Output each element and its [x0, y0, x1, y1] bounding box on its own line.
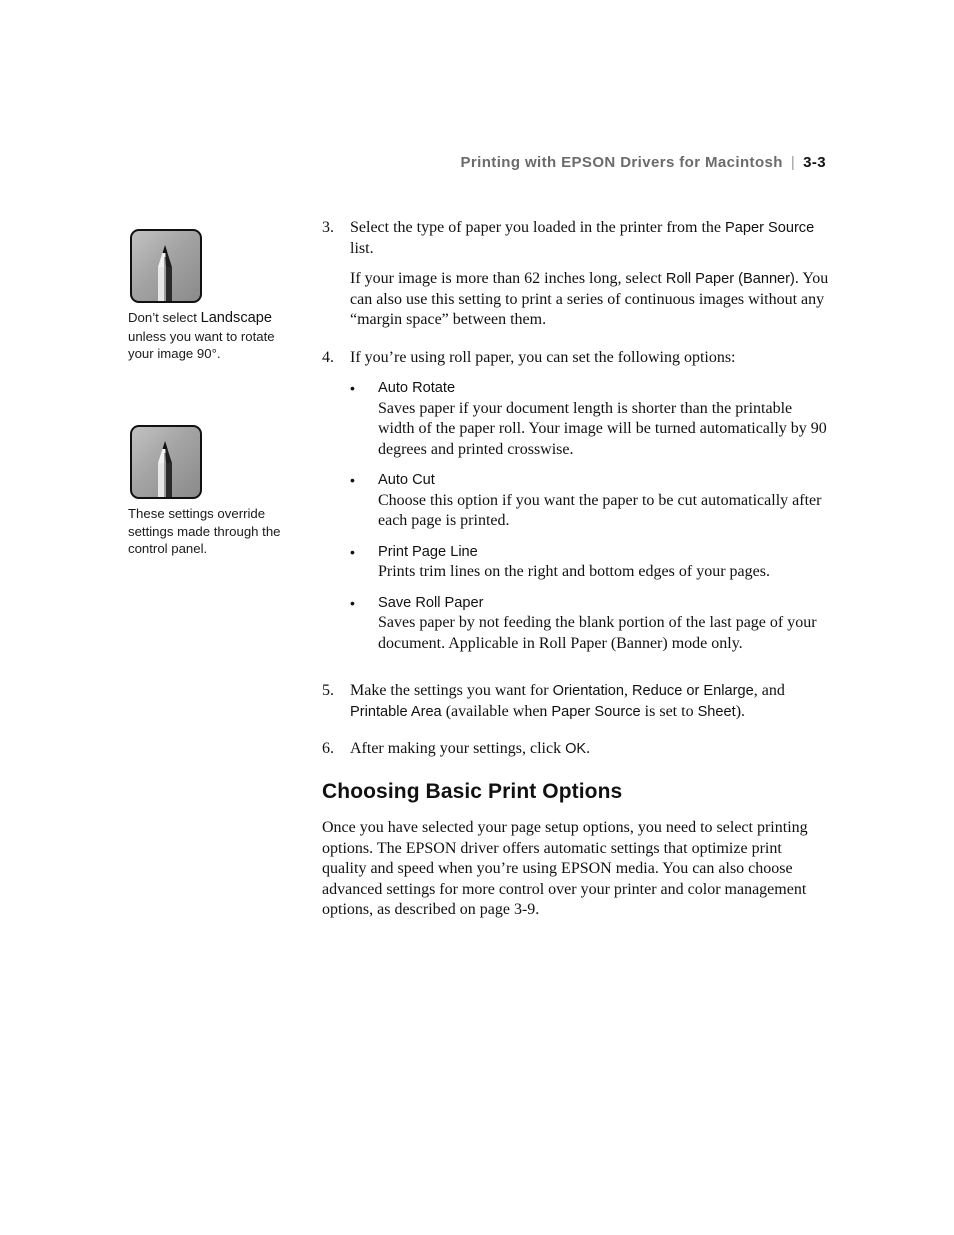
- bullet-icon: •: [350, 380, 355, 396]
- step-6-text: After making your settings, click OK.: [350, 740, 591, 757]
- step-3: [322, 218, 830, 331]
- section-paragraph: Once you have selected your page setup options, you need to select printing options. The EPSON driver offers automatic settings that optimize print quality and speed when you’re using EPSON media. You can also choose advanced settings for more control over your printer and color management options, as described on page 3-9.: [322, 819, 808, 918]
- option-label: Auto Cut: [378, 472, 435, 488]
- step-number: 3.: [322, 219, 334, 236]
- pencil-note-icon: [130, 425, 202, 499]
- option-label: Print Page Line: [378, 543, 478, 560]
- page-number: 3-3: [803, 154, 826, 171]
- margin-note-text: Don’t select Landscape unless you want to rotate your image 90°.: [128, 310, 275, 361]
- step-4: [322, 348, 830, 665]
- header-separator: |: [790, 154, 796, 171]
- option-label: Auto Rotate: [378, 380, 456, 396]
- list-item: [350, 378, 830, 460]
- margin-note-text: These settings override settings made through the control panel.: [128, 506, 281, 556]
- ui-term-landscape: Landscape: [200, 310, 272, 326]
- ui-term-sheet: Sheet: [697, 703, 736, 720]
- option-description: Choose this option if you want the paper to be cut automatically after each page is printed.: [378, 491, 822, 529]
- margin-note-override: [128, 425, 298, 558]
- section-heading: Choosing Basic Print Options: [322, 779, 623, 803]
- bullet-icon: •: [350, 543, 355, 560]
- list-item: [350, 542, 830, 583]
- step-number: 4.: [322, 348, 334, 366]
- ui-term-orientation: Orientation: [552, 683, 625, 699]
- step-number: 5.: [322, 682, 334, 699]
- step-6: [322, 739, 830, 760]
- step-5: [322, 681, 830, 722]
- running-header: [300, 154, 826, 171]
- ui-term-paper-source: Paper Source: [551, 703, 641, 720]
- main-content: [322, 218, 830, 921]
- list-item: [350, 470, 830, 532]
- list-item: [350, 593, 830, 655]
- step-3-text: Select the type of paper you loaded in the printer from the Paper Source list.: [350, 219, 815, 257]
- ui-term-paper-source: Paper Source: [724, 220, 815, 236]
- ui-term-ok: OK: [565, 741, 587, 757]
- step-5-text: Make the settings you want for Orientation, Reduce or Enlarge, and Printable Area (available when Paper Source is set to Sheet).: [350, 682, 785, 720]
- ui-term-roll-paper-banner: Roll Paper (Banner): [665, 271, 795, 287]
- margin-note-landscape: [128, 229, 298, 363]
- option-description: Prints trim lines on the right and bottom edges of your pages.: [378, 563, 770, 580]
- ui-term-reduce-enlarge: Reduce or Enlarge: [632, 683, 754, 699]
- pencil-note-icon: [130, 229, 202, 303]
- option-label: Save Roll Paper: [378, 594, 484, 611]
- step-number: 6.: [322, 740, 334, 757]
- roll-options-list: [350, 378, 830, 654]
- bullet-icon: •: [350, 594, 355, 611]
- option-description: Saves paper if your document length is shorter than the printable width of the paper roll. Your image will be turned automatically by 90 degrees and printed crosswise.: [378, 399, 827, 458]
- bullet-icon: •: [350, 472, 355, 488]
- header-title: Printing with EPSON Drivers for Macintosh: [460, 154, 783, 171]
- option-description: Saves paper by not feeding the blank portion of the last page of your document. Applicable in Roll Paper (Banner) mode only.: [378, 614, 817, 652]
- step-3-detail: If your image is more than 62 inches long, select Roll Paper (Banner). You can also use this setting to print a series of continuous images without any “margin space” between them.: [350, 270, 829, 328]
- step-4-text: If you’re using roll paper, you can set the following options:: [350, 348, 736, 366]
- ui-term-printable-area: Printable Area: [350, 703, 442, 720]
